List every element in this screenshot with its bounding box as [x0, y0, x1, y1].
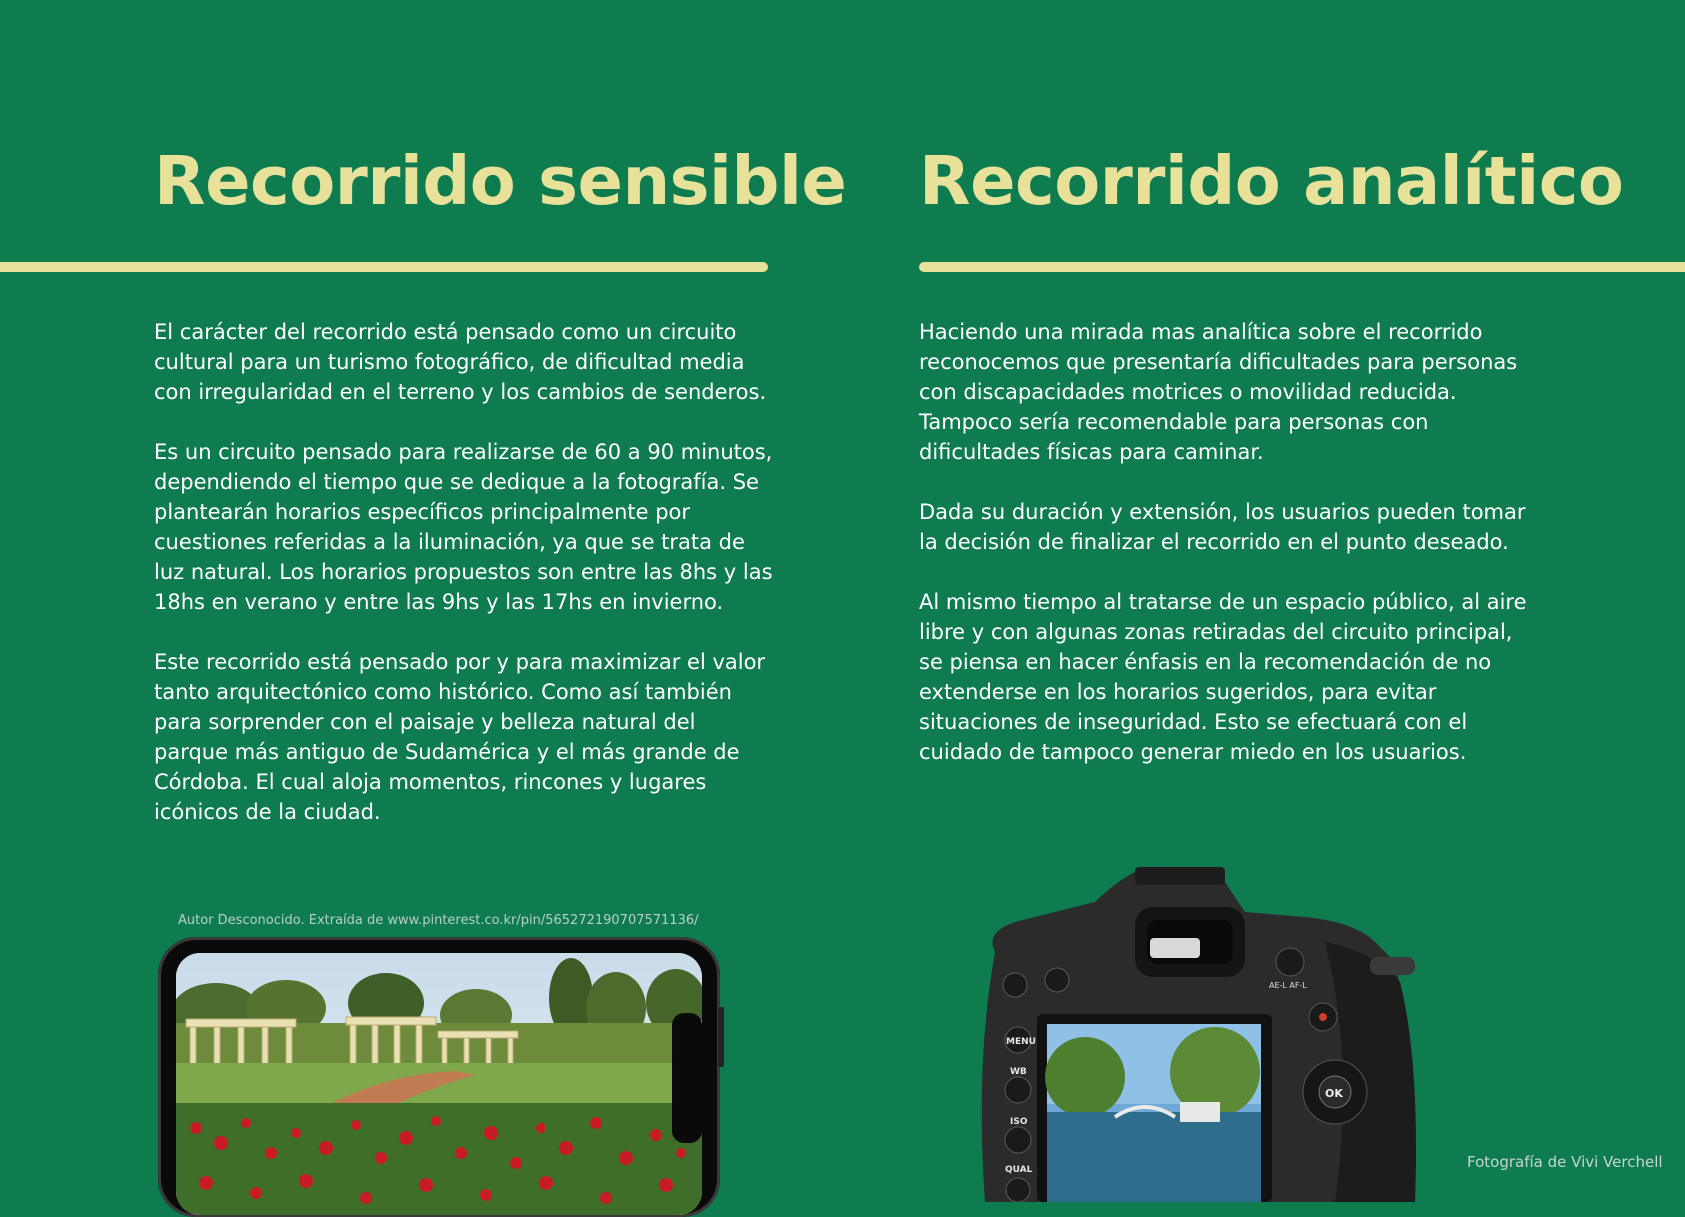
- phone-image: [158, 937, 720, 1217]
- camera-illustration: [975, 862, 1455, 1202]
- camera-wb-label: WB: [1010, 1067, 1027, 1077]
- camera-qual-label: QUAL: [1005, 1165, 1033, 1175]
- camera-image: [975, 862, 1455, 1202]
- left-paragraph-2: Es un circuito pensado para realizarse de 60 a 90 minutos, dependiendo el tiempo que se dedique a la fotografía. Se plantearán horarios específicos principalmente por cuestiones referidas a la iluminación, ya que se trata de luz natural. Los horarios propuestos son entre las 8hs y las 18hs en verano y entre las 9hs y las 17hs en invierno.: [154, 440, 773, 614]
- right-paragraph-2: Dada su duración y extensión, los usuarios pueden tomar la decisión de finalizar el recorrido en el punto deseado.: [919, 500, 1526, 554]
- left-title-underline: [0, 262, 768, 272]
- left-title: Recorrido sensible: [154, 142, 847, 220]
- camera-iso-label: ISO: [1010, 1117, 1028, 1127]
- camera-image-caption: Fotografía de Vivi Verchell: [1467, 1153, 1663, 1171]
- camera-ok-label: OK: [1325, 1087, 1343, 1100]
- camera-menu-label: MENU: [1006, 1037, 1036, 1047]
- left-body: [154, 317, 774, 857]
- right-body: [919, 317, 1539, 797]
- left-paragraph-3: Este recorrido está pensado por y para maximizar el valor tanto arquitectónico como histórico. Como así también para sorprender con el paisaje y belleza natural del parque más antiguo de Sudamérica y el más grande de Córdoba. El cual aloja momentos, rincones y lugares icónicos de la ciudad.: [154, 650, 766, 824]
- right-paragraph-1: Haciendo una mirada mas analítica sobre el recorrido reconocemos que presentaría dificultades para personas con discapacidades motrices o movilidad reducida. Tampoco sería recomendable para personas con dificultades físicas para caminar.: [919, 320, 1518, 464]
- park-photo: [176, 953, 702, 1215]
- right-title: Recorrido analítico: [919, 142, 1624, 220]
- phone-side-button: [718, 1007, 724, 1067]
- right-title-underline: [919, 262, 1685, 272]
- camera-ael-label: AE-L AF-L: [1269, 981, 1307, 990]
- right-paragraph-3: Al mismo tiempo al tratarse de un espacio público, al aire libre y con algunas zonas retiradas del circuito principal, se piensa en hacer énfasis en la recomendación de no extenderse en los horarios sugeridos, para evitar situaciones de inseguridad. Esto se efectuará con el cuidado de tampoco generar miedo en los usuarios.: [919, 590, 1527, 764]
- park-photo-illustration: [176, 953, 702, 1215]
- phone-image-caption: Autor Desconocido. Extraída de www.pinterest.co.kr/pin/565272190707571136/: [178, 913, 699, 928]
- left-paragraph-1: El carácter del recorrido está pensado como un circuito cultural para un turismo fotográfico, de dificultad media con irregularidad en el terreno y los cambios de senderos.: [154, 320, 767, 404]
